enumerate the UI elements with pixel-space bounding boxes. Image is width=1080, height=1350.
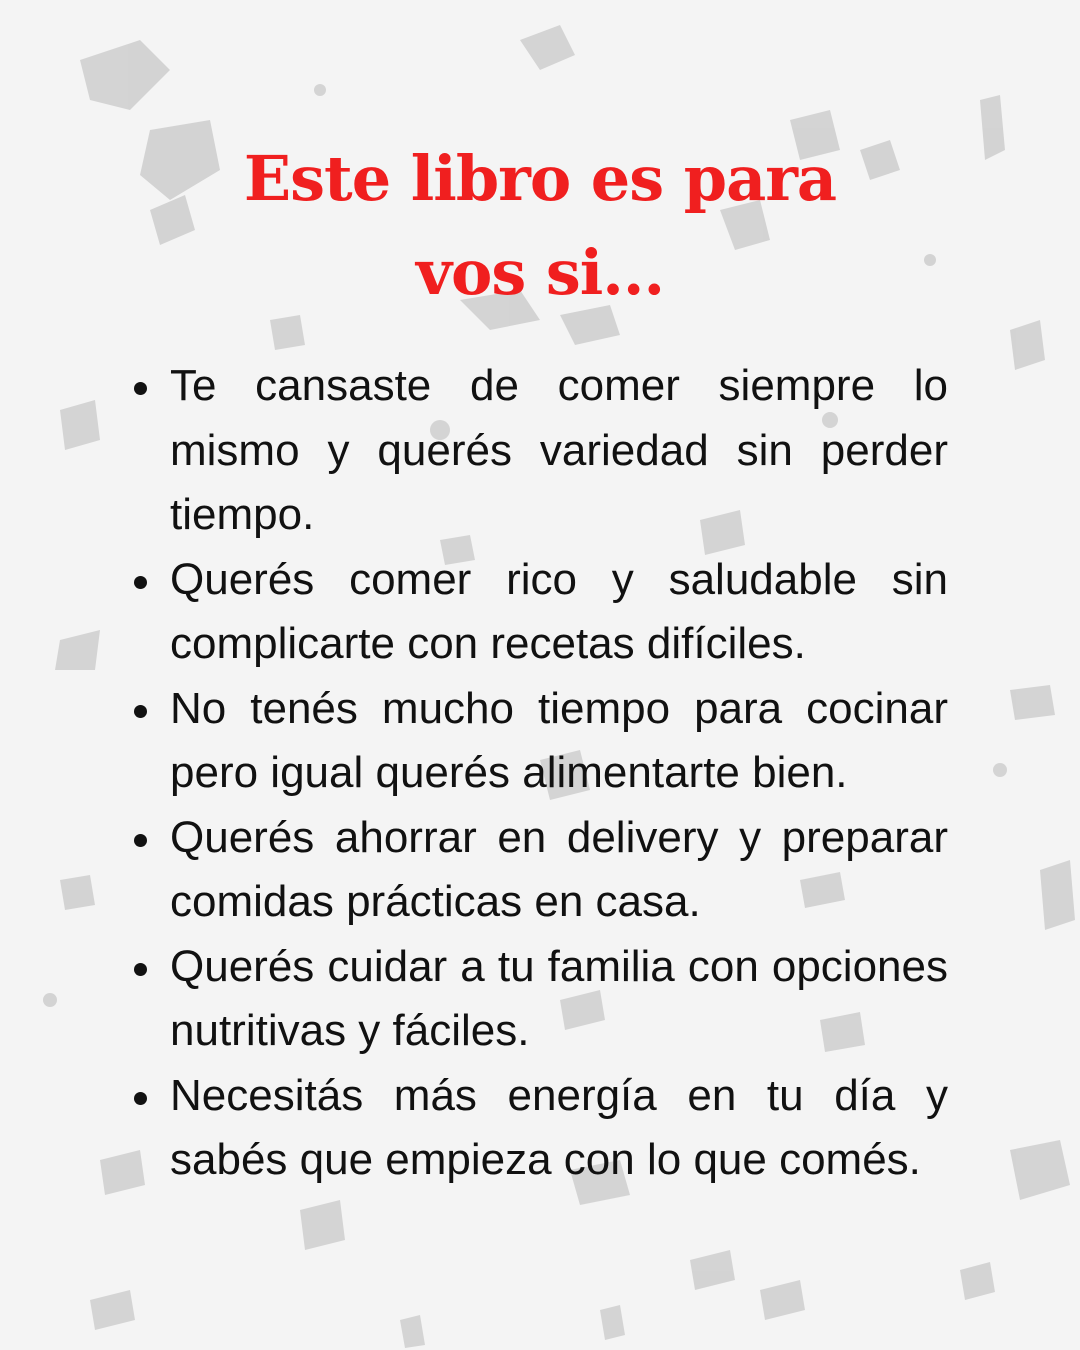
title-line-1: Este libro es para — [243, 142, 837, 215]
list-item-text: Necesitás más energía en tu día y sabés que empieza con lo que comés. — [170, 1070, 948, 1184]
list-item — [170, 935, 948, 1064]
list-item-text: Querés cuidar a tu familia con opciones nutritivas y fáciles. — [170, 941, 948, 1055]
list-item-text: No tenés mucho tiempo para cocinar pero igual querés alimentarte bien. — [170, 683, 948, 797]
bullet-icon — [134, 963, 147, 976]
list-item — [170, 354, 948, 548]
list-item — [170, 806, 948, 935]
bullet-icon — [134, 576, 147, 589]
list-item — [170, 677, 948, 806]
list-item — [170, 548, 948, 677]
list-item-text: Querés ahorrar en delivery y preparar comidas prácticas en casa. — [170, 812, 948, 926]
title-line-2: vos si... — [415, 236, 665, 309]
page-title — [160, 132, 920, 320]
bullet-icon — [134, 1092, 147, 1105]
bullet-icon — [134, 705, 147, 718]
benefits-list — [170, 354, 948, 1193]
bullet-icon — [134, 834, 147, 847]
list-item-text: Querés comer rico y saludable sin complicarte con recetas difíciles. — [170, 554, 948, 668]
list-item-text: Te cansaste de comer siempre lo mismo y querés variedad sin perder tiempo. — [170, 361, 948, 539]
list-item — [170, 1064, 948, 1193]
bullet-icon — [134, 382, 147, 395]
